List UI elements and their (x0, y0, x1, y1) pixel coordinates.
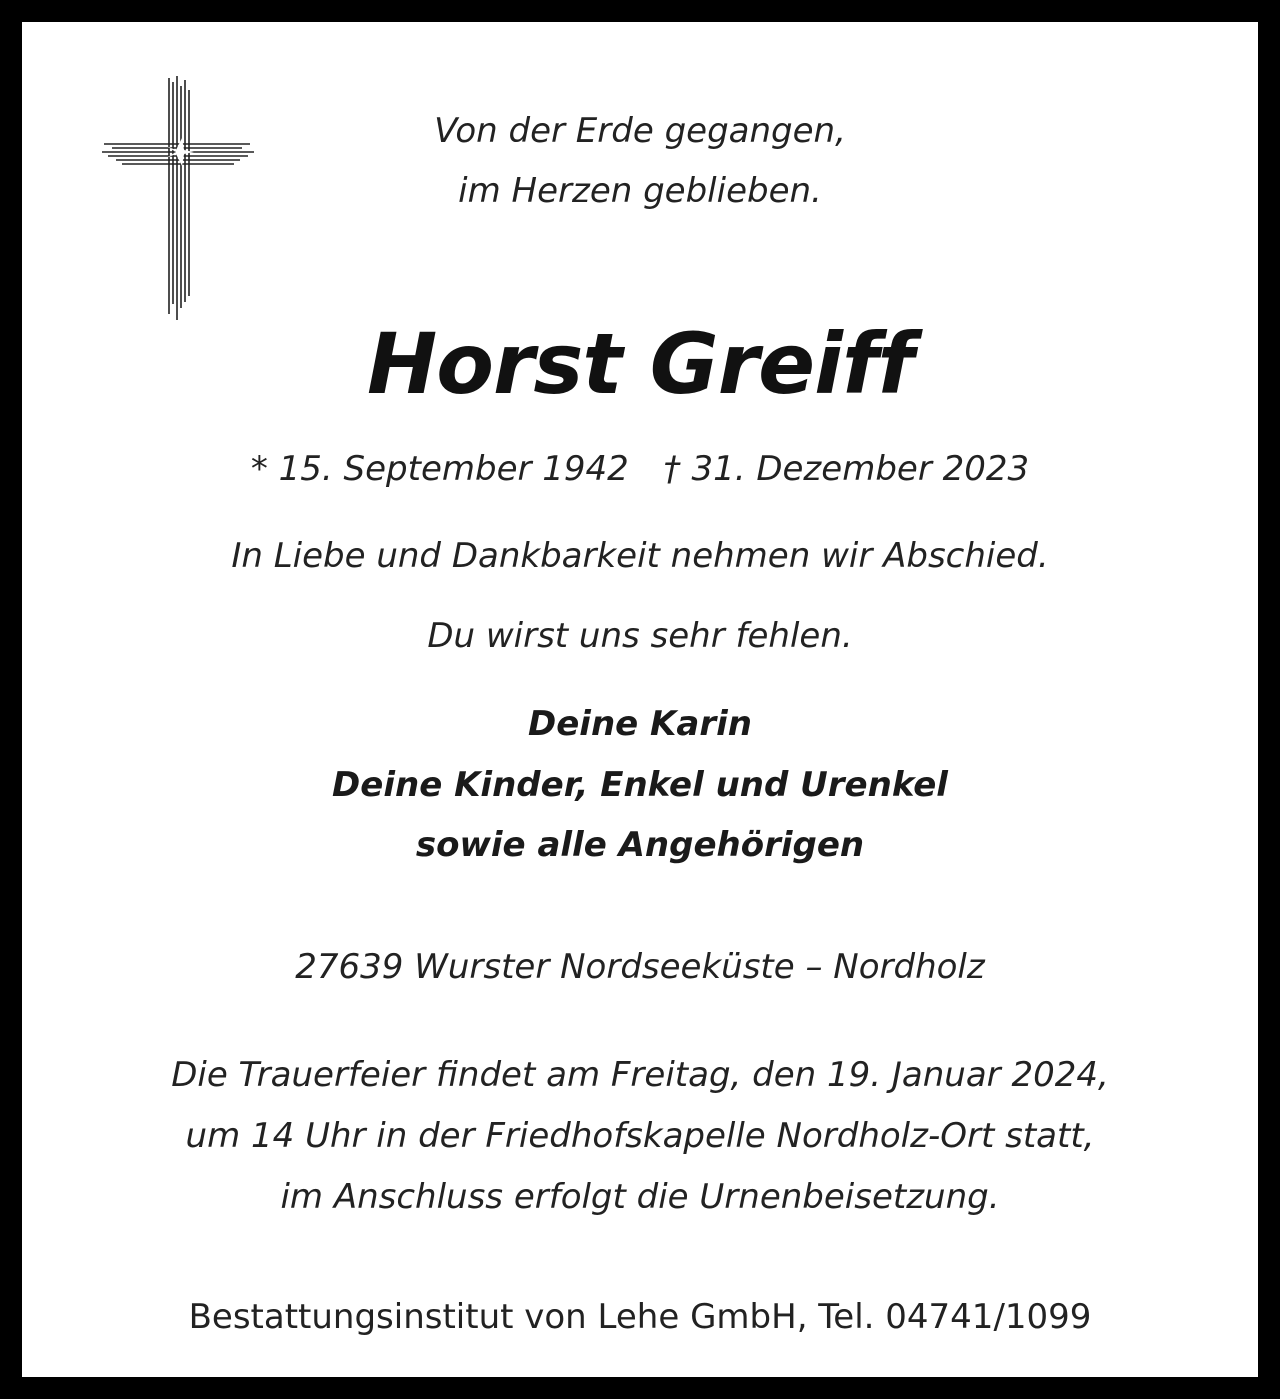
death-date: 31. Dezember 2023 (691, 449, 1030, 489)
farewell-line-2: Du wirst uns sehr fehlen. (427, 616, 853, 656)
ceremony-line: um 14 Uhr in der Friedhofskapelle Nordholz-Ort statt, (185, 1116, 1095, 1156)
life-dates (22, 449, 1258, 489)
farewell-line-1: In Liebe und Dankbarkeit nehmen wir Abschied. (231, 536, 1049, 576)
undertaker-contact: Bestattungsinstitut von Lehe GmbH, Tel. 04741/1099 (188, 1297, 1092, 1337)
mourner-line: Deine Kinder, Enkel und Urenkel (332, 765, 948, 805)
motto-line-2: im Herzen geblieben. (458, 171, 822, 211)
ceremony-line: Die Trauerfeier findet am Freitag, den 19. Januar 2024, (171, 1055, 1109, 1095)
deceased-name: Horst Greiff (366, 315, 914, 413)
motto-line-1: Von der Erde gegangen, (434, 111, 846, 151)
death-symbol: † (663, 449, 681, 489)
birth-symbol: * (250, 449, 268, 489)
location: 27639 Wurster Nordseeküste – Nordholz (295, 947, 985, 987)
birth-date: 15. September 1942 (278, 449, 629, 489)
mourner-line: Deine Karin (528, 704, 752, 744)
mourner-line: sowie alle Angehörigen (415, 825, 865, 865)
obituary-card (22, 22, 1258, 1377)
ceremony-line: im Anschluss erfolgt die Urnenbeisetzung. (280, 1177, 1000, 1217)
